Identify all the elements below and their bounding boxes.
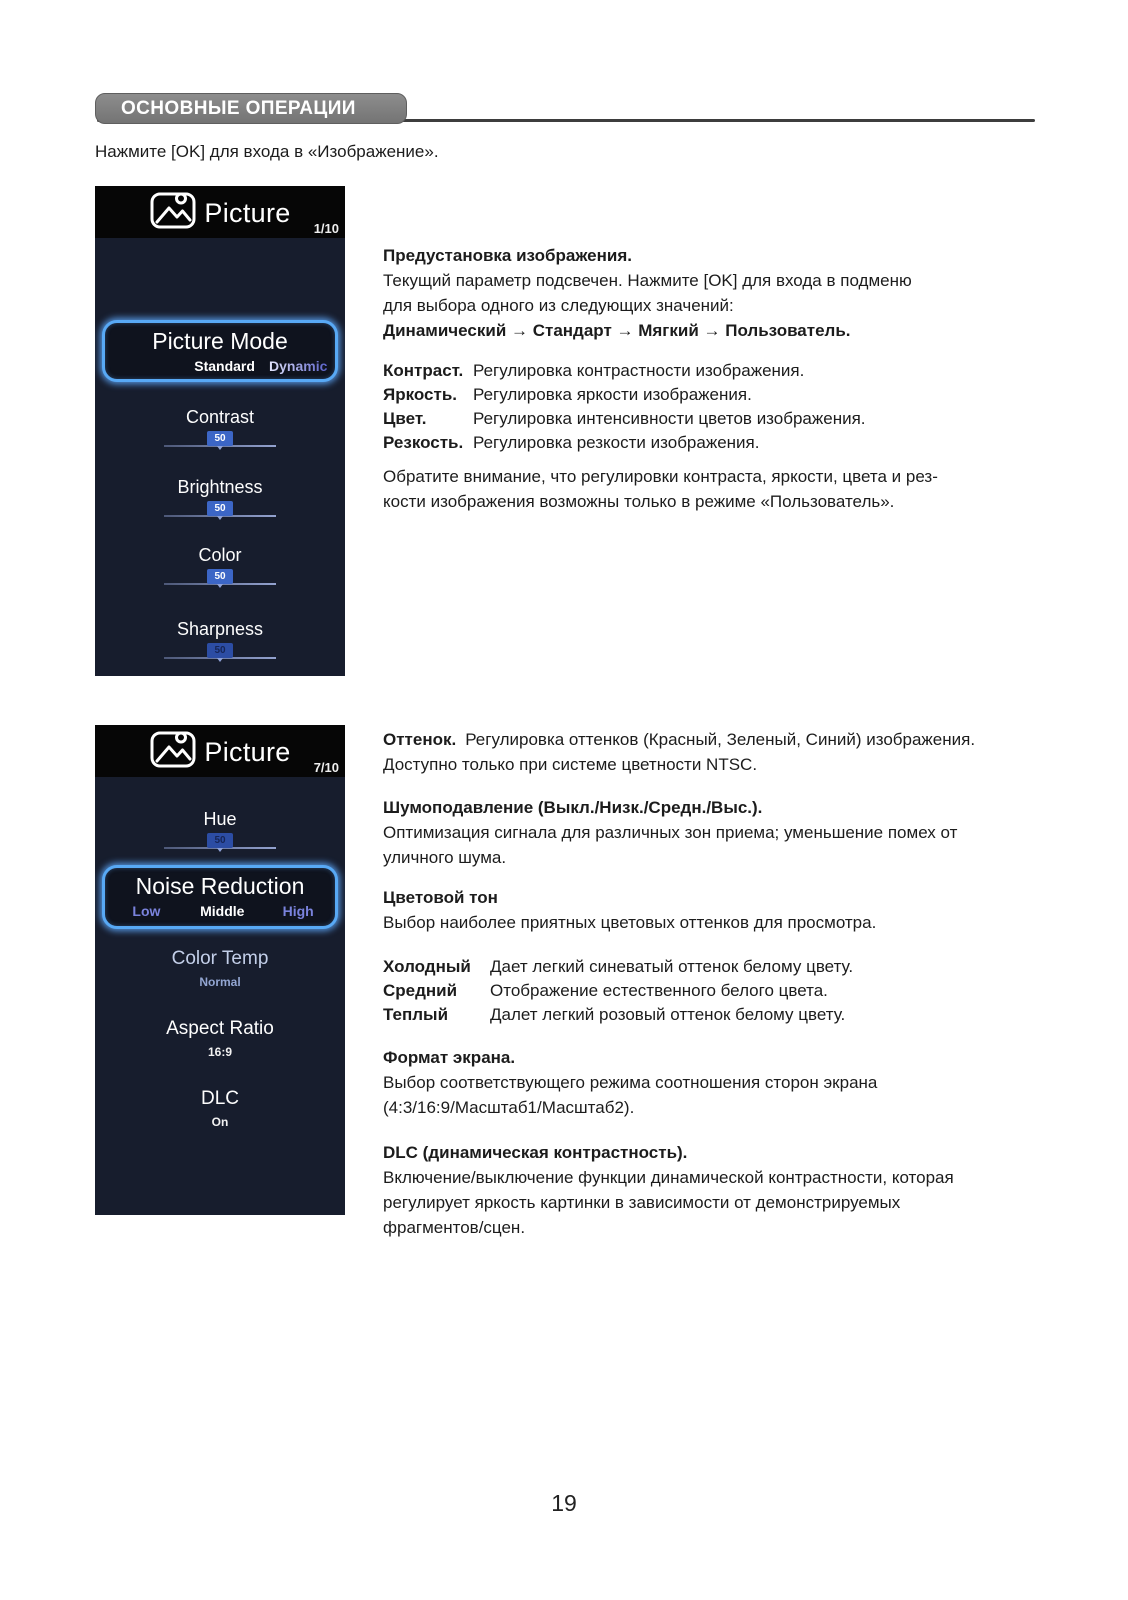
dlc-line2: регулирует яркость картинки в зависимости от демонстрируемых (383, 1193, 901, 1212)
dlc-line1: Включение/выключение функции динамической контрастности, которая (383, 1168, 954, 1187)
param-row-brightness: Яркость. Регулировка яркости изображения. (383, 385, 752, 404)
noise-line2: уличного шума. (383, 848, 507, 867)
option-middle: Middle (200, 903, 245, 919)
section-preset (383, 243, 1048, 343)
noise-line1: Оптимизация сигнала для различных зон приема; уменьшение помех от (383, 823, 958, 842)
slider-control (95, 831, 345, 853)
slider-value: 50 (207, 833, 233, 848)
slider-value: 50 (207, 501, 233, 516)
osd-menu-picture-1 (95, 186, 345, 676)
item-value: 16:9 (207, 1045, 233, 1059)
item-value: Normal (199, 975, 241, 989)
slider-label: Color (198, 545, 242, 565)
note-line1: Обратите внимание, что регулировки контраста, яркости, цвета и рез- (383, 467, 938, 486)
slider-label: Hue (203, 809, 237, 829)
option-standard: Standard (194, 358, 255, 374)
picture-icon (149, 189, 197, 236)
item-label: Color Temp (171, 948, 269, 969)
slider-sharpness (95, 619, 345, 663)
slider-control (95, 567, 345, 589)
osd-menu-picture-2 (95, 725, 345, 1215)
section-aspect (383, 1045, 1048, 1120)
intro-text: Нажмите [OK] для входа в «Изображение». (95, 142, 439, 161)
slider-label: Brightness (177, 477, 263, 497)
colortone-title: Цветовой тон (383, 888, 498, 907)
item-value: On (211, 1115, 229, 1129)
aspect-line2: (4:3/16:9/Масштаб1/Масштаб2). (383, 1098, 635, 1117)
section-hue (383, 727, 1048, 777)
menu-item-color-temp (95, 948, 345, 989)
osd-page-indicator: 7/10 (313, 760, 339, 775)
section-header-badge (95, 93, 407, 124)
aspect-title: Формат экрана. (383, 1048, 516, 1067)
slider-control (95, 641, 345, 663)
slider-value: 50 (207, 431, 233, 446)
preset-line1: Текущий параметр подсвечен. Нажмите [OK] для входа в подменю (383, 271, 912, 290)
menu-item-dlc (95, 1088, 345, 1129)
preset-sequence: Динамический → Стандарт → Мягкий → Пользователь. (383, 321, 851, 340)
hue-desc: Регулировка оттенков (Красный, Зеленый, Синий) изображения. (465, 730, 976, 749)
slider-contrast (95, 407, 345, 451)
osd-menu-title: Picture (204, 736, 291, 767)
dlc-title: DLC (динамическая контрастность). (383, 1143, 688, 1162)
section-note (383, 464, 1048, 514)
osd-header (95, 186, 345, 238)
osd-menu-title: Picture (204, 197, 291, 228)
section-temps (383, 955, 1048, 1027)
temp-row-medium: Средний Отображение естественного белого цвета. (383, 981, 828, 1000)
picture-mode-label: Picture Mode (152, 328, 288, 354)
option-dynamic: Dynamic (269, 358, 328, 374)
item-label: Aspect Ratio (166, 1018, 274, 1039)
preset-title: Предустановка изображения. (383, 246, 632, 265)
param-row-contrast: Контраст. Регулировка контрастности изображения. (383, 361, 805, 380)
section-dlc (383, 1140, 1048, 1240)
hue-term: Оттенок. (383, 730, 457, 749)
osd-selected-item-picture-mode (102, 320, 338, 382)
option-low: Low (132, 903, 161, 919)
section-noise (383, 795, 1048, 870)
slider-control (95, 499, 345, 521)
section-colortone (383, 885, 1048, 935)
item-label: DLC (200, 1088, 239, 1109)
slider-control (95, 429, 345, 451)
temp-row-cold: Холодный Дает легкий синеватый оттенок белому цвету. (383, 957, 854, 976)
section-params (383, 359, 1048, 455)
preset-line2: для выбора одного из следующих значений: (383, 296, 734, 315)
osd-page-indicator: 1/10 (313, 221, 339, 236)
colortone-line1: Выбор наиболее приятных цветовых оттенков для просмотра. (383, 913, 877, 932)
picture-icon (149, 728, 197, 775)
slider-value: 50 (207, 569, 233, 584)
picture-mode-options (105, 358, 335, 378)
section-title: ОСНОВНЫЕ ОПЕРАЦИИ (121, 97, 356, 119)
param-row-sharpness: Резкость. Регулировка резкости изображения. (383, 433, 760, 452)
param-row-color: Цвет. Регулировка интенсивности цветов изображения. (383, 409, 866, 428)
note-line2: кости изображения возможны только в режиме «Пользователь». (383, 492, 895, 511)
slider-hue (95, 809, 345, 853)
slider-label: Contrast (185, 407, 255, 427)
osd-selected-item-noise-reduction (102, 865, 338, 929)
slider-value: 50 (207, 643, 233, 658)
noise-reduction-options (105, 903, 335, 923)
osd-header (95, 725, 345, 777)
slider-color (95, 545, 345, 589)
noise-reduction-label: Noise Reduction (135, 873, 305, 899)
page-number: 19 (551, 1490, 577, 1516)
menu-item-aspect-ratio (95, 1018, 345, 1059)
option-high: High (282, 903, 314, 919)
aspect-line1: Выбор соответствующего режима соотношения сторон экрана (383, 1073, 878, 1092)
slider-label: Sharpness (176, 619, 264, 639)
temp-row-warm: Теплый Далет легкий розовый оттенок белому цвету. (383, 1005, 846, 1024)
slider-brightness (95, 477, 345, 521)
dlc-line3: фрагментов/сцен. (383, 1218, 526, 1237)
hue-line2: Доступно только при системе цветности NTSC. (383, 755, 758, 774)
noise-title: Шумоподавление (Выкл./Низк./Средн./Выс.). (383, 798, 763, 817)
